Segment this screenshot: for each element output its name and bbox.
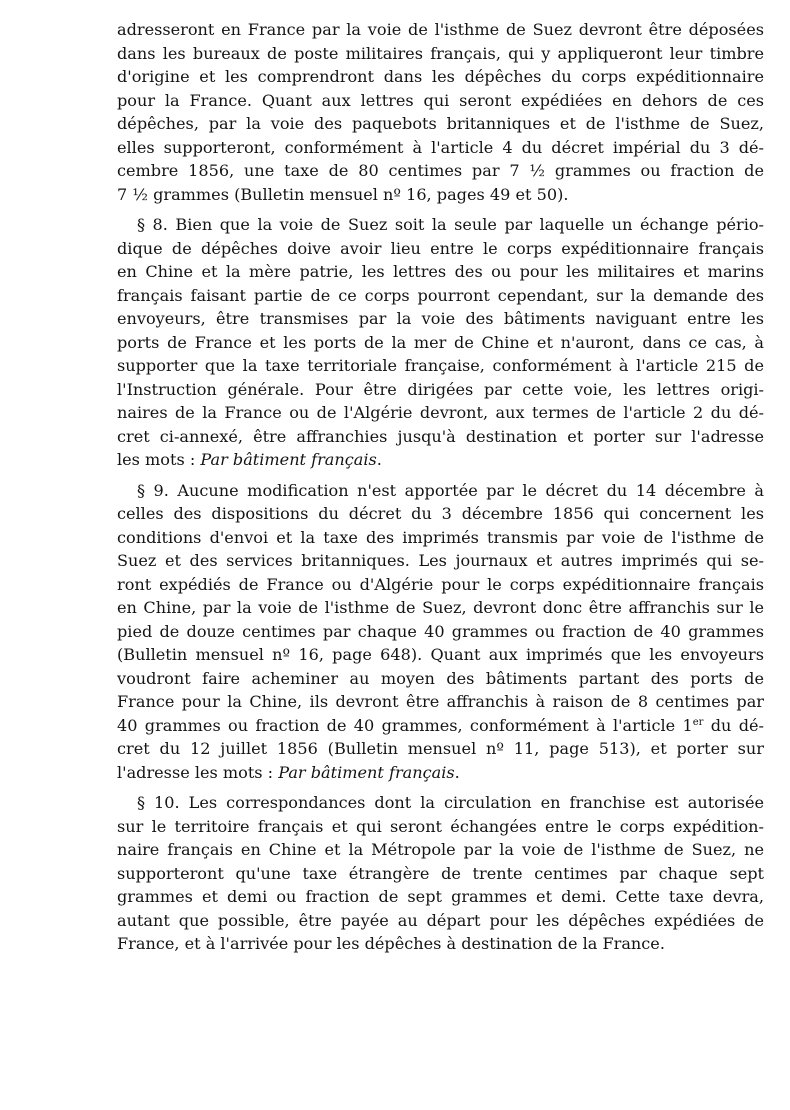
- italic-phrase: Par bâtiment français: [200, 450, 377, 469]
- paragraph-section-8: [117, 213, 764, 472]
- text-line: supporteront qu'une taxe étrangère de trente centimes par chaque sept: [117, 863, 764, 883]
- text-line: en Chine et la mère patrie, les lettres des ou pour les militaires et marins: [117, 262, 764, 281]
- text-line: l'Instruction générale. Pour être dirigées par cette voie, les lettres origi-: [117, 379, 764, 399]
- text-fragment: 40 grammes ou fraction de 40 grammes, conformément à l'article 1: [117, 715, 693, 735]
- text-line: (Bulletin mensuel nº 16, page 648). Quant aux imprimés que les envoyeurs: [117, 645, 764, 664]
- text-line: cret du 12 juillet 1856 (Bulletin mensuel nº 11, page 513), et porter sur: [117, 739, 764, 758]
- text-fragment: .: [454, 762, 460, 782]
- text-line: 7 ½ grammes (Bulletin mensuel nº 16, pages 49 et 50).: [117, 184, 569, 204]
- text-line: pied de douze centimes par chaque 40 grammes ou fraction de 40 grammes: [117, 621, 764, 641]
- italic-phrase: Par bâtiment français: [278, 762, 455, 782]
- text-fragment: les mots :: [117, 450, 201, 469]
- text-line: supporter que la taxe territoriale française, conformément à l'article 215 de: [117, 356, 764, 375]
- text-line: [117, 714, 764, 738]
- text-line: § 9. Aucune modification n'est apportée par le décret du 14 décembre à: [137, 480, 764, 500]
- text-line: grammes et demi ou fraction de sept grammes et demi. Cette taxe devra,: [117, 887, 764, 906]
- text-line: France pour la Chine, ils devront être affranchis à raison de 8 centimes par: [117, 692, 764, 711]
- text-line: sur le territoire français et qui seront échangées entre le corps expédition-: [117, 816, 764, 836]
- text-line: d'origine et les comprendront dans les dépêches du corps expéditionnaire: [117, 67, 764, 86]
- text-line: ront expédiés de France ou d'Algérie pour le corps expéditionnaire français: [117, 574, 764, 594]
- text-line: dépêches, par la voie des paquebots britanniques et de l'isthme de Suez,: [117, 114, 764, 133]
- text-line: autant que possible, être payée au départ pour les dépêches expédiées de: [117, 910, 764, 930]
- text-line: § 8. Bien que la voie de Suez soit la seule par laquelle un échange pério-: [137, 215, 764, 234]
- text-line: celles des dispositions du décret du 3 décembre 1856 qui concernent les: [117, 504, 764, 523]
- text-line: elles supporteront, conformément à l'article 4 du décret impérial du 3 dé-: [117, 137, 764, 157]
- paragraph-section-9: [117, 479, 764, 785]
- text-line: dique de dépêches doive avoir lieu entre le corps expéditionnaire français: [117, 238, 764, 258]
- text-line: adresseront en France par la voie de l'isthme de Suez devront être déposées: [117, 20, 764, 39]
- text-line: cret ci-annexé, être affranchies jusqu'à destination et porter sur l'adresse: [117, 426, 764, 446]
- text-line: envoyeurs, être transmises par la voie des bâtiments naviguant entre les: [117, 309, 764, 328]
- text-line: naire français en Chine et la Métropole par la voie de l'isthme de Suez, ne: [117, 840, 764, 859]
- text-line: [117, 448, 764, 472]
- paragraph-section-10: [117, 791, 764, 956]
- text-line: pour la France. Quant aux lettres qui seront expédiées en dehors de ces: [117, 90, 764, 110]
- text-line: Suez et des services britanniques. Les journaux et autres imprimés qui se-: [117, 551, 764, 570]
- paragraph-continuation: [117, 18, 764, 206]
- text-line: ports de France et les ports de la mer de Chine et n'auront, dans ce cas, à: [117, 332, 764, 352]
- superscript: er: [692, 716, 704, 728]
- text-line: naires de la France ou de l'Algérie devront, aux termes de l'article 2 du dé-: [117, 403, 764, 422]
- text-line: en Chine, par la voie de l'isthme de Suez, devront donc être affranchis sur le: [117, 598, 764, 617]
- text-line: [117, 761, 764, 785]
- text-line: France, et à l'arrivée pour les dépêches à destination de la France.: [117, 934, 665, 953]
- text-fragment: du dé-: [703, 715, 764, 735]
- text-line: dans les bureaux de poste militaires français, qui y appliqueront leur timbre: [117, 43, 764, 63]
- text-line: § 10. Les correspondances dont la circulation en franchise est autorisée: [137, 793, 764, 812]
- document-page: [117, 18, 764, 956]
- text-fragment: l'adresse les mots :: [117, 762, 279, 782]
- text-line: cembre 1856, une taxe de 80 centimes par 7 ½ grammes ou fraction de: [117, 161, 764, 180]
- text-line: français faisant partie de ce corps pourront cependant, sur la demande des: [117, 285, 764, 305]
- text-fragment: .: [376, 450, 382, 469]
- text-line: conditions d'envoi et la taxe des imprimés transmis par voie de l'isthme de: [117, 527, 764, 547]
- text-line: voudront faire acheminer au moyen des bâtiments partant des ports de: [117, 668, 764, 688]
